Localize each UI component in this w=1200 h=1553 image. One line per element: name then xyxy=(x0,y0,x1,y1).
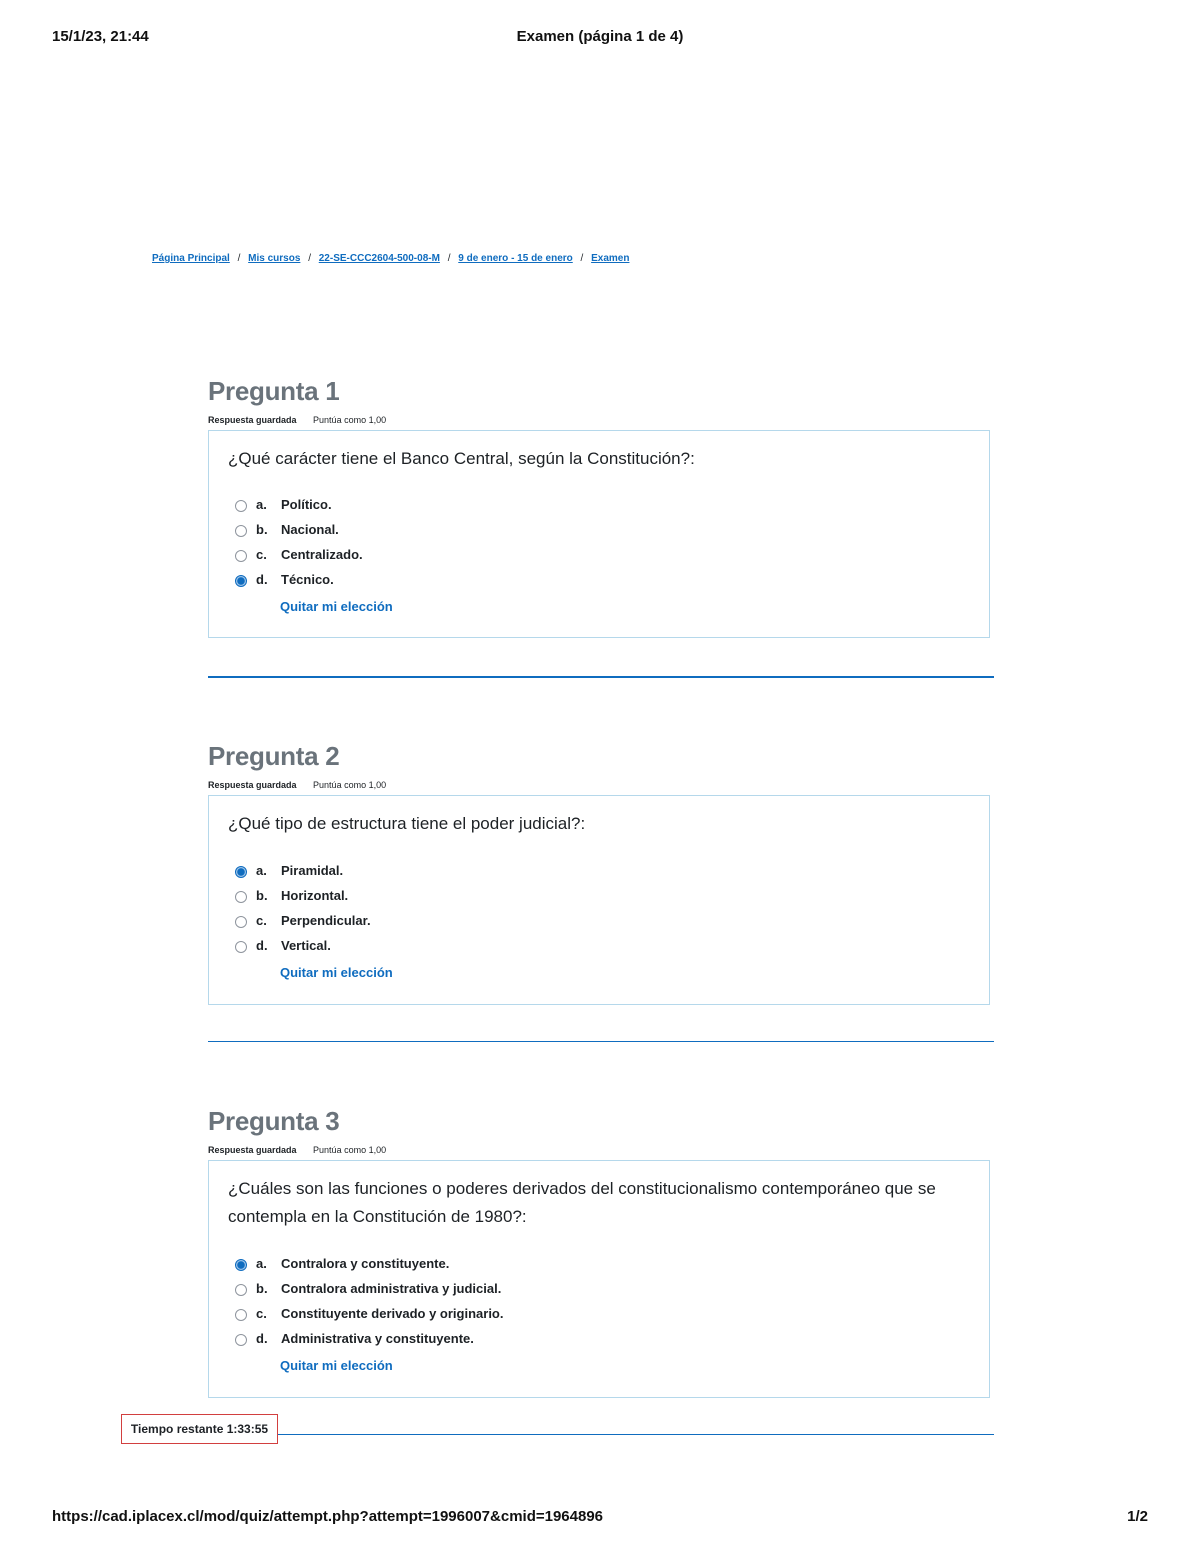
breadcrumb-separator: / xyxy=(237,253,241,264)
radio-button-selected[interactable] xyxy=(235,866,247,878)
breadcrumb-my-courses-link[interactable]: Mis cursos xyxy=(248,253,301,264)
time-remaining-timer: Tiempo restante 1:33:55 xyxy=(121,1414,278,1444)
answer-letter: a. xyxy=(256,1256,267,1271)
question-text: ¿Qué tipo de estructura tiene el poder judicial?: xyxy=(228,814,586,833)
question-state: Respuesta guardada xyxy=(208,415,297,425)
question-grade: Puntúa como 1,00 xyxy=(313,1145,387,1155)
breadcrumb-separator: / xyxy=(308,253,311,264)
radio-button[interactable] xyxy=(235,941,247,953)
answer-letter: c. xyxy=(256,547,267,562)
breadcrumb-separator: / xyxy=(447,253,451,264)
answer-text: Piramidal. xyxy=(281,863,344,878)
question-text: ¿Cuáles son las funciones o poderes derivados del constitucionalismo contemporáneo que se contempla en la Constitución de 1980?: xyxy=(228,1179,936,1226)
answer-letter: d. xyxy=(256,572,268,587)
radio-button-selected[interactable] xyxy=(235,575,247,587)
answer-letter: b. xyxy=(256,1281,268,1296)
radio-button[interactable] xyxy=(235,1284,247,1296)
breadcrumb-course-link[interactable]: 22-SE-CCC2604-500-08-M xyxy=(318,253,440,264)
radio-button[interactable] xyxy=(235,525,247,537)
clear-choice-link[interactable]: Quitar mi elección xyxy=(280,599,393,614)
answer-text: Contralora administrativa y judicial. xyxy=(281,1281,502,1296)
question-title: Pregunta 3 xyxy=(208,1106,340,1136)
answer-letter: d. xyxy=(256,1331,268,1346)
breadcrumb-week-link[interactable]: 9 de enero - 15 de enero xyxy=(458,253,573,264)
answer-letter: a. xyxy=(256,497,267,512)
question-content-box xyxy=(208,1160,990,1398)
breadcrumb-home-link[interactable]: Página Principal xyxy=(152,253,230,264)
answer-text: Vertical. xyxy=(281,938,331,953)
question-divider xyxy=(208,1041,994,1042)
answer-text: Administrativa y constituyente. xyxy=(281,1331,474,1346)
radio-button[interactable] xyxy=(235,891,247,903)
question-meta xyxy=(208,780,386,790)
answer-letter: b. xyxy=(256,522,268,537)
radio-button[interactable] xyxy=(235,1334,247,1346)
radio-button-selected[interactable] xyxy=(235,1259,247,1271)
answer-text: Contralora y constituyente. xyxy=(281,1256,450,1271)
question-content-box xyxy=(208,430,990,638)
question-title: Pregunta 1 xyxy=(208,376,340,406)
answer-text: Político. xyxy=(281,497,332,512)
print-datetime: 15/1/23, 21:44 xyxy=(52,28,149,45)
question-divider xyxy=(278,1434,994,1435)
breadcrumb-separator: / xyxy=(580,253,584,264)
answer-text: Perpendicular. xyxy=(281,913,371,928)
radio-button[interactable] xyxy=(235,550,247,562)
breadcrumb-exam-link[interactable]: Examen xyxy=(591,253,630,264)
answer-text: Técnico. xyxy=(281,572,334,587)
question-meta xyxy=(208,1145,386,1155)
question-grade: Puntúa como 1,00 xyxy=(313,780,387,790)
answer-letter: d. xyxy=(256,938,268,953)
clear-choice-link[interactable]: Quitar mi elección xyxy=(280,965,393,980)
question-title: Pregunta 2 xyxy=(208,741,340,771)
answer-letter: a. xyxy=(256,863,267,878)
question-text: ¿Qué carácter tiene el Banco Central, según la Constitución?: xyxy=(228,449,695,468)
answer-text: Constituyente derivado y originario. xyxy=(281,1306,504,1321)
print-url: https://cad.iplacex.cl/mod/quiz/attempt.php?attempt=1996007&cmid=1964896 xyxy=(52,1508,604,1525)
print-page-title: Examen (página 1 de 4) xyxy=(516,28,684,45)
radio-button[interactable] xyxy=(235,500,247,512)
print-header xyxy=(52,28,1148,52)
answer-text: Nacional. xyxy=(281,522,339,537)
question-divider xyxy=(208,676,994,678)
answer-letter: c. xyxy=(256,1306,267,1321)
print-page-number: 1/2 xyxy=(1127,1508,1148,1525)
answer-letter: c. xyxy=(256,913,267,928)
question-content-box xyxy=(208,795,990,1005)
answer-letter: b. xyxy=(256,888,268,903)
answer-text: Horizontal. xyxy=(281,888,349,903)
clear-choice-link[interactable]: Quitar mi elección xyxy=(280,1358,393,1373)
radio-button[interactable] xyxy=(235,916,247,928)
breadcrumb xyxy=(152,253,629,264)
question-grade: Puntúa como 1,00 xyxy=(313,415,387,425)
radio-button[interactable] xyxy=(235,1309,247,1321)
question-state: Respuesta guardada xyxy=(208,1145,297,1155)
question-meta xyxy=(208,415,386,425)
answer-text: Centralizado. xyxy=(281,547,363,562)
question-state: Respuesta guardada xyxy=(208,780,297,790)
